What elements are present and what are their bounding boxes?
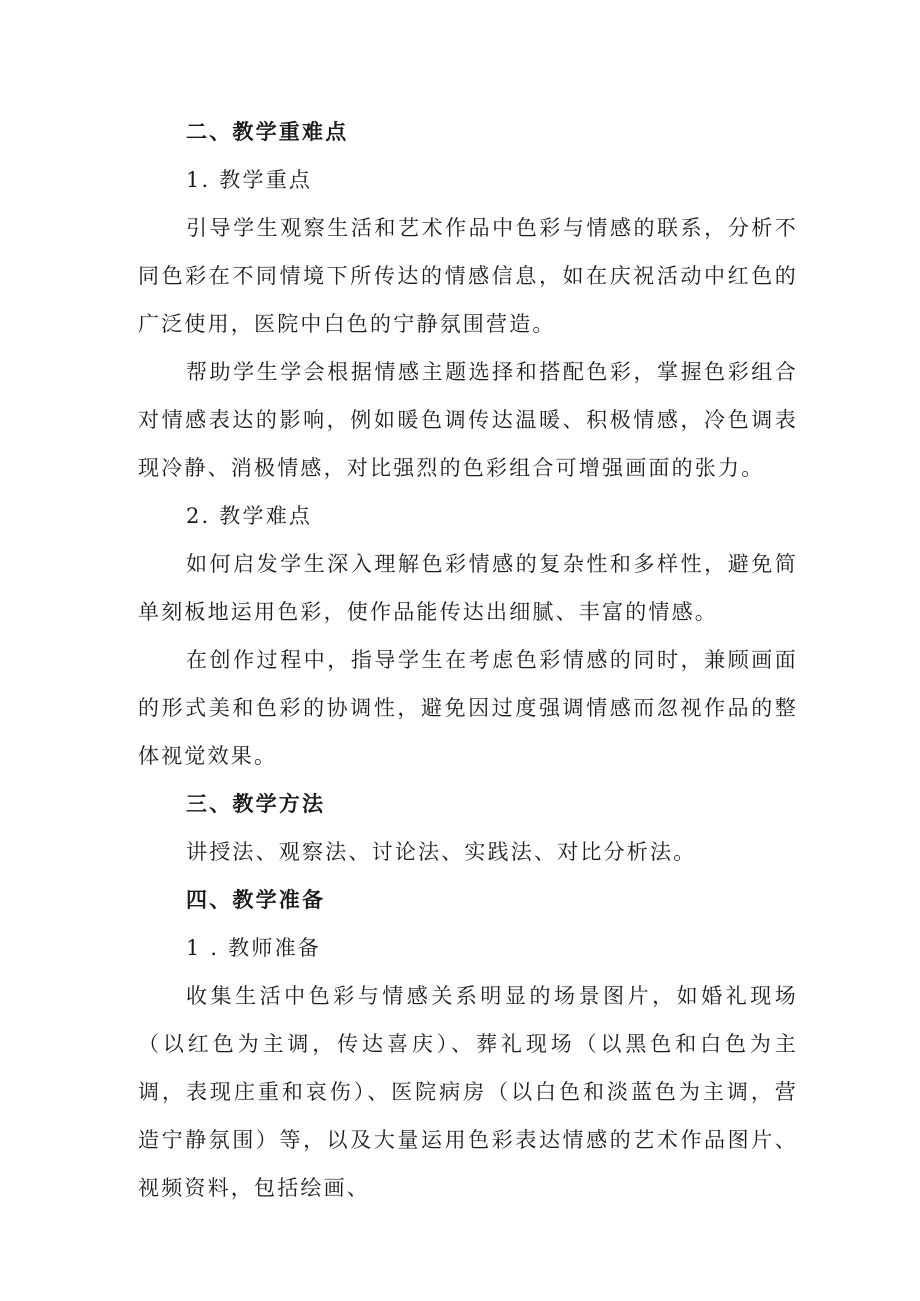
section-heading-key-difficult-points: 二、教学重难点 [186,120,349,144]
paragraph-focus-2: 帮助学生学会根据情感主题选择和搭配色彩，掌握色彩组合对情感表达的影响，例如暖色调传达温暖、积极情感，冷色调表现冷静、消极情感，对比强烈的色彩组合可增强画面的张力。 [138,360,798,480]
subheading-teaching-difficulty: 2. 教学难点 [186,504,313,528]
paragraph-difficulty-1: 如何启发学生深入理解色彩情感的复杂性和多样性，避免简单刻板地运用色彩，使作品能传达出细腻、丰富的情感。 [138,552,798,624]
document-body [138,108,798,1212]
paragraph-focus-1: 引导学生观察生活和艺术作品中色彩与情感的联系，分析不同色彩在不同情境下所传达的情感信息，如在庆祝活动中红色的广泛使用，医院中白色的宁静氛围营造。 [138,216,798,336]
paragraph-difficulty-2: 在创作过程中，指导学生在考虑色彩情感的同时，兼顾画面的形式美和色彩的协调性，避免因过度强调情感而忽视作品的整体视觉效果。 [138,648,798,768]
subheading-teacher-preparation: 1 . 教师准备 [186,936,321,960]
section-heading-teaching-methods: 三、教学方法 [186,792,326,816]
paragraph-teacher-preparation: 收集生活中色彩与情感关系明显的场景图片，如婚礼现场（以红色为主调，传达喜庆）、葬礼现场（以黑色和白色为主调，表现庄重和哀伤）、医院病房（以白色和淡蓝色为主调，营造宁静氛围）等，以及大量运用色彩表达情感的艺术作品图片、视频资料，包括绘画、 [138,984,798,1200]
subheading-teaching-focus: 1. 教学重点 [186,168,313,192]
section-heading-teaching-preparation: 四、教学准备 [186,888,326,912]
paragraph-methods: 讲授法、观察法、讨论法、实践法、对比分析法。 [186,840,697,864]
